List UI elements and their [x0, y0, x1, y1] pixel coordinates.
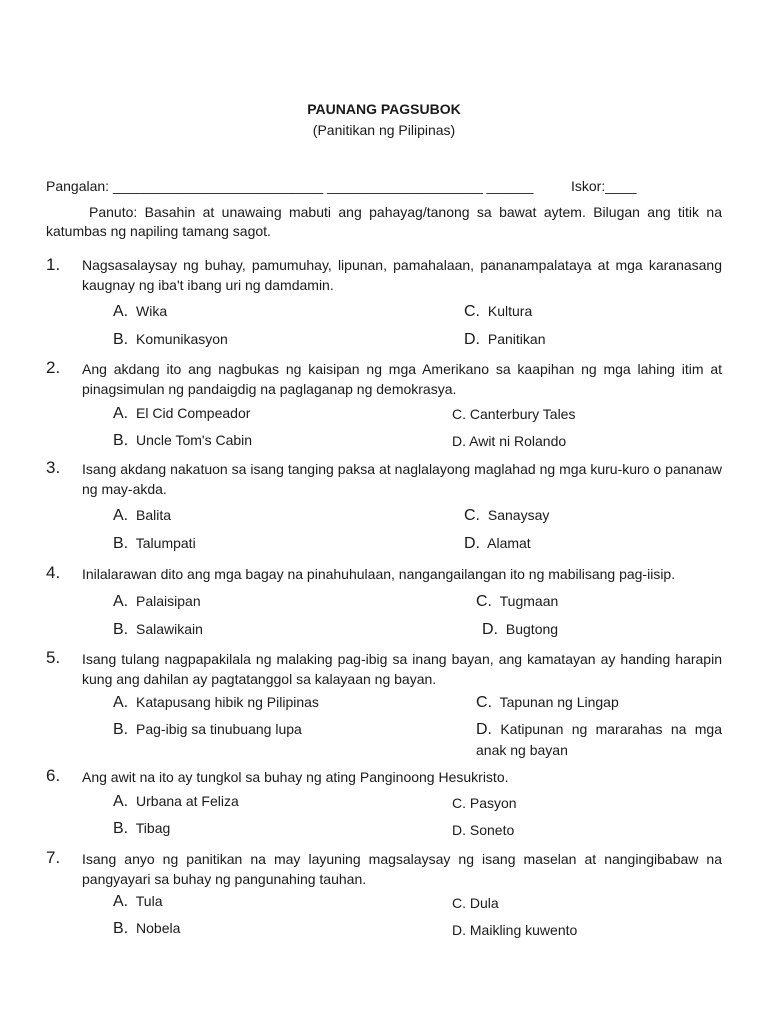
option-text: Bugtong — [505, 621, 559, 637]
option-text: Sanaysay — [487, 507, 550, 523]
option-letter: D. — [452, 433, 466, 449]
option-a[interactable] — [113, 694, 319, 712]
option-c[interactable] — [452, 795, 517, 811]
option-a[interactable] — [113, 893, 162, 911]
option-text: Soneto — [469, 822, 515, 838]
option-c[interactable] — [476, 593, 558, 611]
option-text: Salawikain — [136, 621, 203, 637]
option-letter: D. — [464, 331, 480, 348]
option-c[interactable] — [452, 406, 575, 422]
option-letter: D. — [482, 621, 498, 638]
page-subtitle: (Panitikan ng Pilipinas) — [312, 122, 456, 138]
option-b[interactable] — [113, 535, 196, 553]
question-number: 2. — [46, 358, 61, 377]
question-text: Nagsasalaysay ng buhay, pamumuhay, lipunan, pamahalaan, pananampalataya at mga karanasang kaugnay ng iba't ibang uri ng damdamin. — [82, 257, 722, 293]
option-letter: B. — [113, 721, 129, 738]
option-text: Dula — [469, 895, 499, 911]
option-text: Tugmaan — [499, 593, 559, 609]
option-text: Awit ni Rolando — [469, 433, 567, 449]
question-text: Inilalarawan dito ang mga bagay na pinahuhulaan, nangangailangan ito ng mabilisang pag-iisip. — [82, 566, 676, 582]
option-letter: A. — [113, 793, 129, 810]
option-letter: D. — [452, 822, 466, 838]
option-letter: C. — [452, 895, 466, 911]
option-letter: C. — [476, 694, 492, 711]
question-number: 4. — [46, 563, 61, 582]
option-letter: D. — [464, 535, 480, 552]
option-letter: C. — [476, 593, 492, 610]
option-text: Alamat — [487, 535, 531, 551]
option-a[interactable] — [113, 303, 167, 321]
option-letter: C. — [464, 507, 480, 524]
option-c[interactable] — [452, 895, 499, 911]
option-letter: C. — [464, 303, 480, 320]
option-d[interactable] — [464, 535, 531, 553]
option-letter: B. — [113, 920, 129, 937]
option-d[interactable] — [482, 621, 558, 639]
option-c[interactable] — [464, 303, 532, 321]
option-letter: B. — [113, 432, 129, 449]
question-text: Isang anyo ng panitikan na may layuning magsalaysay ng isang maselan at nangingibabaw na pangyayari sa buhay ng pangunahing tauhan. — [82, 851, 722, 887]
option-text: Katipunan ng mararahas na mga anak ng bayan — [476, 721, 722, 758]
option-letter: D. — [452, 922, 466, 938]
instructions: Panuto: Basahin at unawaing mabuti ang pahayag/tanong sa bawat aytem. Bilugan ang titik na katumbas ng napiling tamang sagot. — [46, 204, 722, 239]
option-letter: C. — [452, 406, 466, 422]
option-d[interactable] — [476, 719, 722, 761]
question-number: 6. — [46, 766, 61, 785]
option-text: Tula — [135, 893, 163, 909]
question-number: 7. — [46, 848, 61, 867]
option-letter: A. — [113, 405, 129, 422]
page-title: PAUNANG PAGSUBOK — [307, 101, 461, 117]
option-a[interactable] — [113, 405, 250, 423]
question-text: Ang akdang ito ang nagbukas ng kaisipan ng mga Amerikano sa kaapihan ng mga lahing itim at pinagsimulan ng pandaigdig na paglaganap ng demokrasya. — [82, 361, 722, 397]
option-a[interactable] — [113, 507, 171, 525]
option-letter: A. — [113, 893, 129, 910]
question-text: Ang awit na ito ay tungkol sa buhay ng ating Panginoong Hesukristo. — [82, 769, 509, 785]
option-d[interactable] — [452, 433, 566, 449]
option-text: Pasyon — [469, 795, 517, 811]
option-text: Wika — [136, 303, 168, 319]
option-b[interactable] — [113, 721, 302, 739]
option-text: Nobela — [136, 920, 181, 936]
name-line: Pangalan: ___________________________ ____________________ ______ — [46, 178, 534, 194]
option-letter: A. — [113, 303, 129, 320]
option-c[interactable] — [476, 694, 619, 712]
question-text: Isang tulang nagpapakilala ng malaking pag-ibig sa inang bayan, ang kamatayan ay handing harapin kung ang dahilan ay pagtatanggol sa kalayaan ng bayan. — [82, 651, 722, 687]
option-letter: C. — [452, 795, 466, 811]
option-text: Kultura — [487, 303, 533, 319]
option-letter: D. — [476, 721, 492, 738]
option-text: Canterbury Tales — [469, 406, 576, 422]
option-text: Katapusang hibik ng Pilipinas — [136, 694, 319, 710]
question-number: 1. — [46, 255, 61, 274]
option-letter: B. — [113, 820, 129, 837]
question-text: Isang akdang nakatuon sa isang tanging paksa at naglalayong maglahad ng mga kuru-kuro o pananaw ng may-akda. — [82, 461, 722, 497]
option-text: Palaisipan — [136, 593, 201, 609]
option-a[interactable] — [113, 793, 239, 811]
option-text: Balita — [136, 507, 172, 523]
option-d[interactable] — [464, 331, 545, 349]
option-text: Komunikasyon — [136, 331, 228, 347]
option-text: Pag-ibig sa tinubuang lupa — [136, 721, 302, 737]
option-letter: A. — [113, 694, 129, 711]
option-letter: A. — [113, 507, 129, 524]
question-number: 3. — [46, 458, 61, 477]
option-b[interactable] — [113, 820, 170, 838]
option-letter: A. — [113, 593, 129, 610]
option-text: Tibag — [135, 820, 171, 836]
option-letter: B. — [113, 331, 129, 348]
option-text: Tapunan ng Lingap — [499, 694, 619, 710]
option-b[interactable] — [113, 432, 252, 450]
option-letter: B. — [113, 621, 129, 638]
option-a[interactable] — [113, 593, 201, 611]
option-d[interactable] — [452, 922, 577, 938]
option-d[interactable] — [452, 822, 514, 838]
option-c[interactable] — [464, 507, 549, 525]
question-number: 5. — [46, 648, 61, 667]
option-text: Uncle Tom's Cabin — [136, 432, 253, 448]
option-text: Urbana at Feliza — [136, 793, 239, 809]
option-text: Maikling kuwento — [469, 922, 578, 938]
score-line: Iskor:____ — [571, 178, 637, 194]
option-b[interactable] — [113, 920, 180, 938]
option-b[interactable] — [113, 621, 203, 639]
option-b[interactable] — [113, 331, 228, 349]
option-text: Panitikan — [487, 331, 546, 347]
option-text: El Cid Compeador — [136, 405, 251, 421]
option-letter: B. — [113, 535, 129, 552]
option-text: Talumpati — [135, 535, 196, 551]
